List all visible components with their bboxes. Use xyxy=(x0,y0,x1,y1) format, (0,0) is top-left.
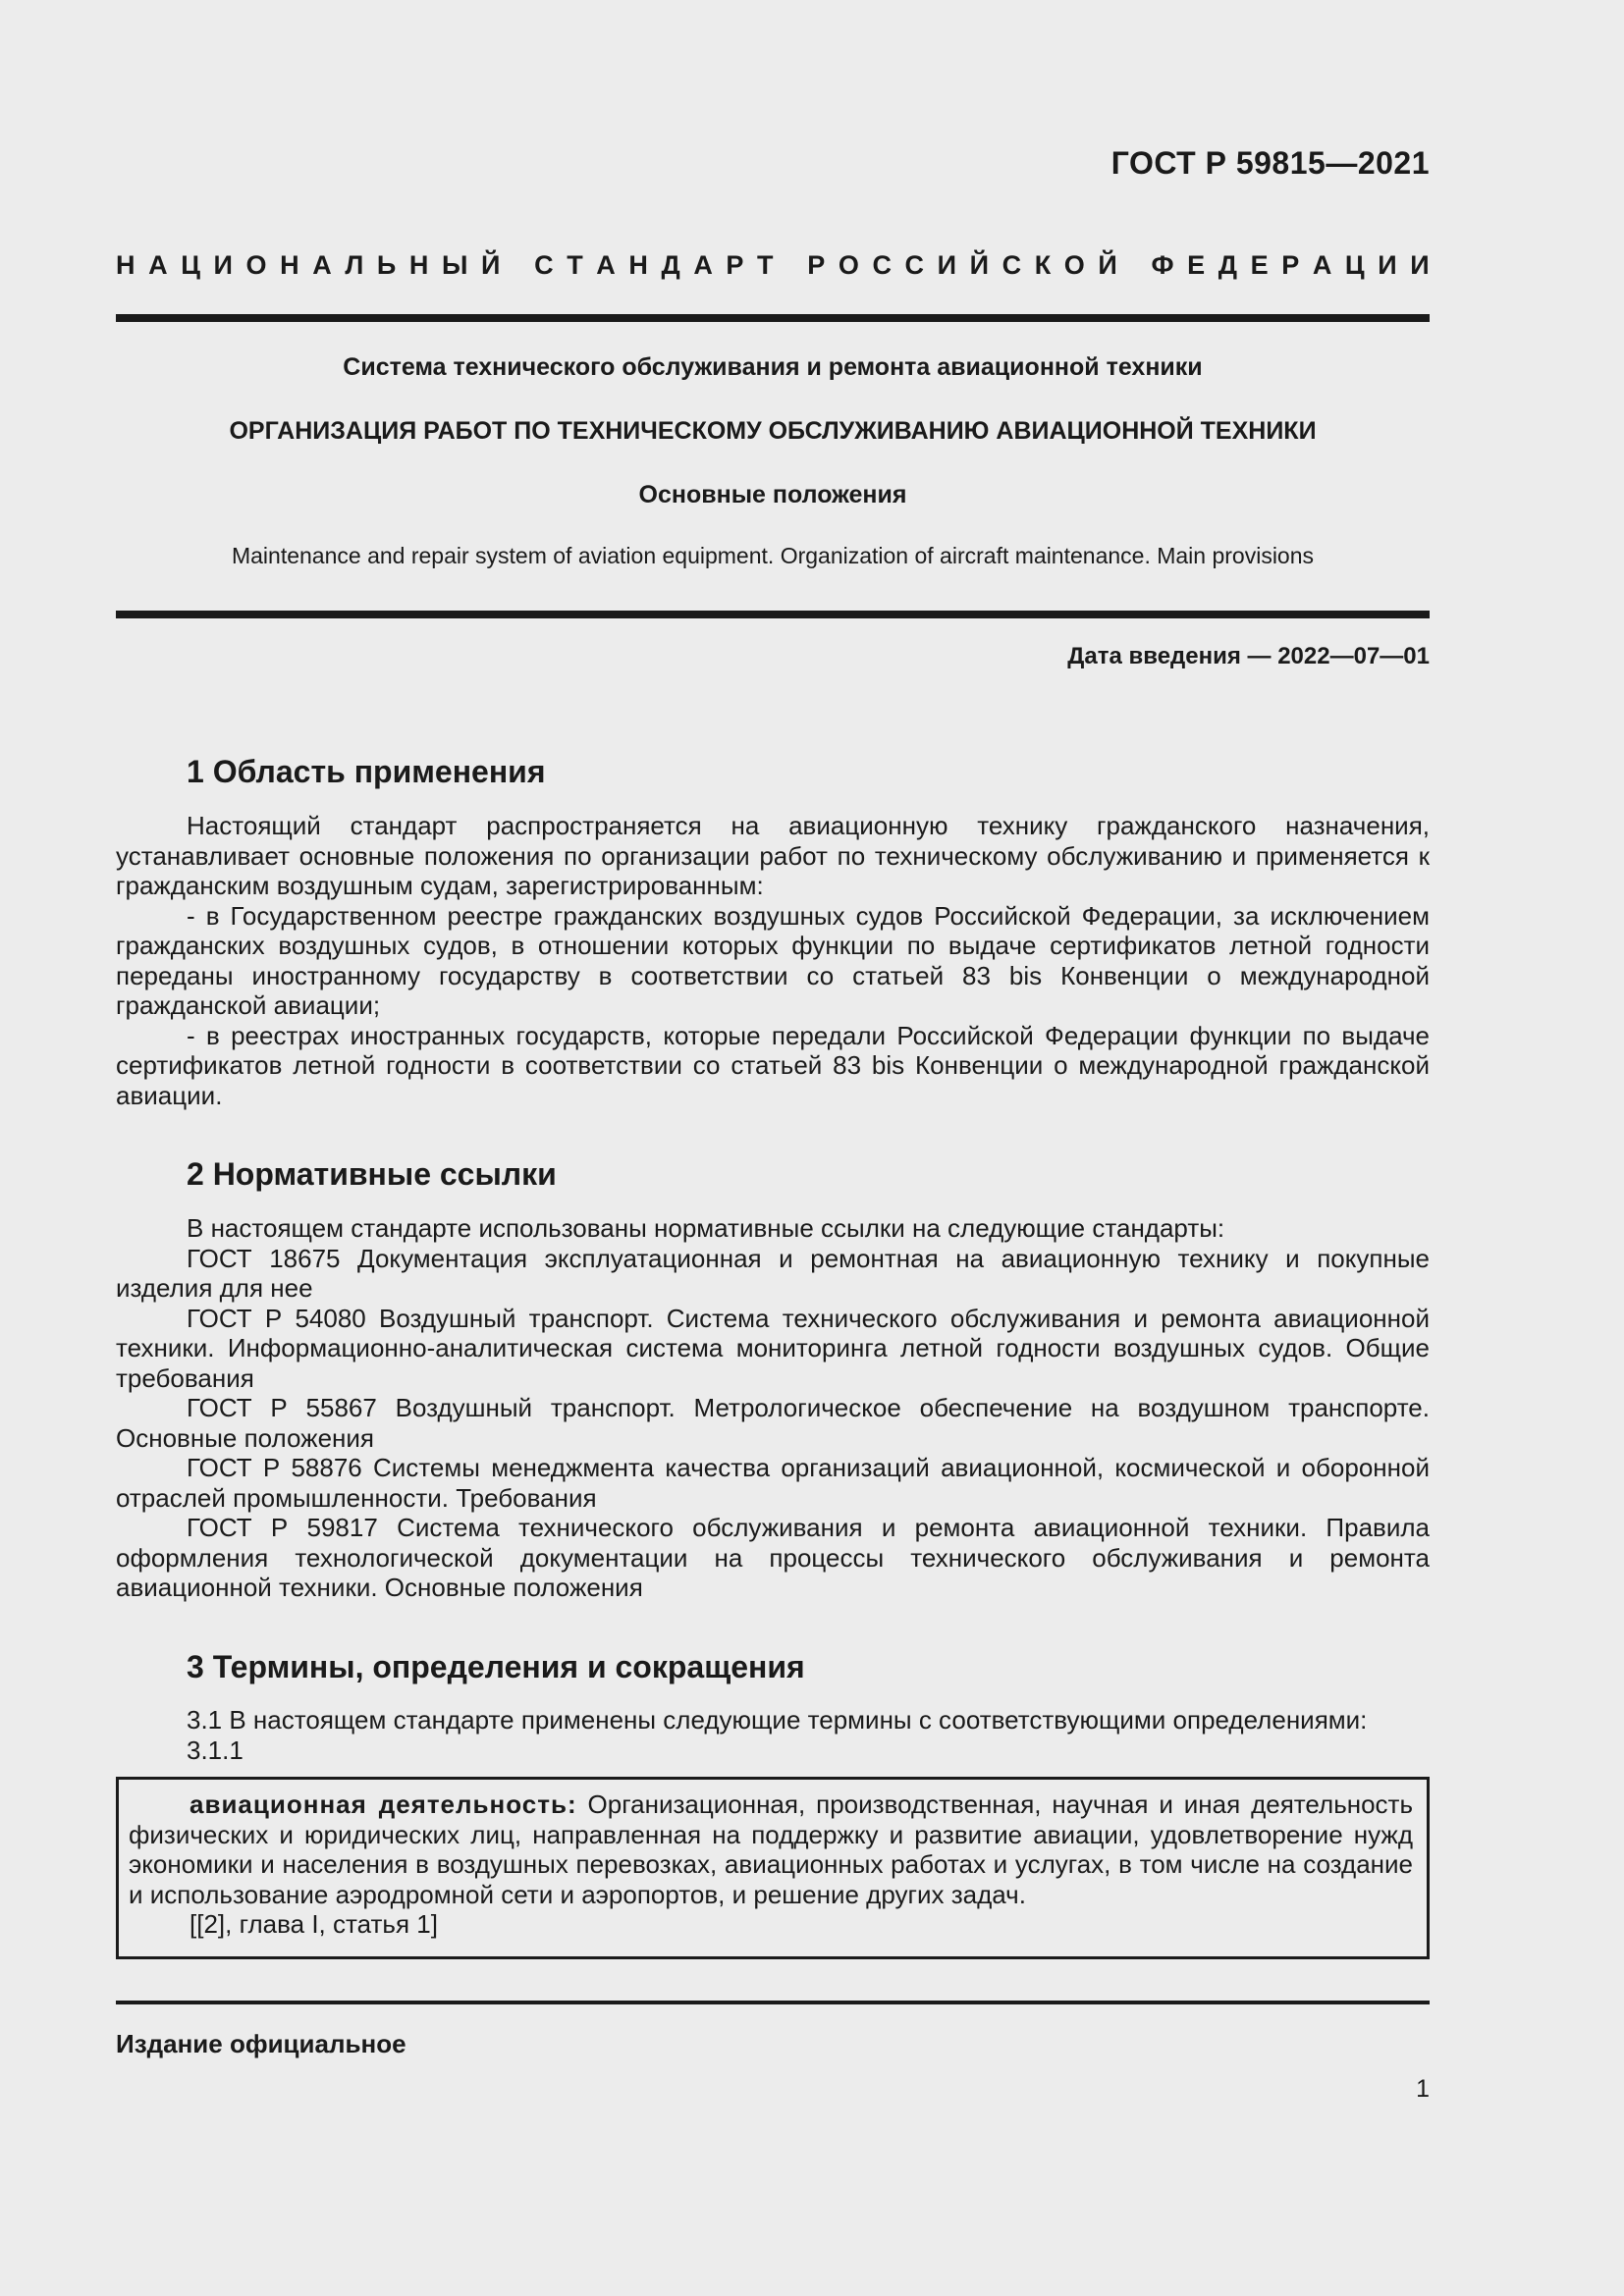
header-letter: О xyxy=(1063,250,1085,280)
definition-source: [[2], глава I, статья 1] xyxy=(189,1909,438,1939)
paragraph: 3.1 В настоящем стандарте применены следующие термины с соответствующими определениями: xyxy=(187,1705,1368,1735)
header-letter: Т xyxy=(757,250,774,280)
section-heading-scope: 1 Область применения xyxy=(187,754,546,789)
section-heading-terms: 3 Термины, определения и сокращения xyxy=(187,1649,805,1684)
header-letter: Е xyxy=(1250,250,1269,280)
header-letter: А xyxy=(312,250,332,280)
reference-item: ГОСТ 18675 Документация эксплуатационная и ремонтная на авиационную технику и покупные изделия для нее xyxy=(116,1243,1430,1303)
introduction-date: Дата введения — 2022—07—01 xyxy=(1067,643,1430,669)
header-letter: Р xyxy=(807,250,826,280)
header-letter: Р xyxy=(1281,250,1300,280)
definition-box xyxy=(116,1777,1430,1959)
definition-text xyxy=(129,1789,1413,1909)
header-letter: К xyxy=(1034,250,1052,280)
header-letter: С xyxy=(1001,250,1022,280)
header-letter: Е xyxy=(1187,250,1206,280)
reference-item: ГОСТ Р 59817 Система технического обслуживания и ремонта авиационной техники. Правила оформления технологической документации на процессы технического обслуживания и ремонта авиационной техники. Основные положения xyxy=(116,1513,1430,1602)
header-letter: Ф xyxy=(1151,250,1174,280)
header-letter: С xyxy=(534,250,554,280)
header-letter: Н xyxy=(408,250,429,280)
paragraph: - в Государственном реестре гражданских воздушных судов Российской Федерации, за исключением гражданских воздушных судов, в отношении которых функции по выдаче сертификатов летной годности переданы иностранному государству в соответствии со статьей 83 bis Конвенции о международной гражданской авиации; xyxy=(116,900,1430,1020)
section-body-scope xyxy=(116,811,1430,1110)
reference-item: ГОСТ Р 55867 Воздушный транспорт. Метрологическое обеспечение на воздушном транспорте. Основные положения xyxy=(116,1393,1430,1453)
header-letter: С xyxy=(904,250,925,280)
section-body-terms xyxy=(116,1705,1430,1765)
header-letter: Т xyxy=(567,250,583,280)
national-standard-header xyxy=(116,250,1430,281)
header-space xyxy=(1130,250,1138,281)
clause-number: 3.1.1 xyxy=(187,1735,244,1765)
main-title: ОРГАНИЗАЦИЯ РАБОТ ПО ТЕХНИЧЕСКОМУ ОБСЛУЖИВАНИЮ АВИАЦИОННОЙ ТЕХНИКИ xyxy=(229,417,1317,445)
header-letter: И xyxy=(937,250,957,280)
header-space xyxy=(786,250,794,281)
header-letter: Л xyxy=(345,250,364,280)
paragraph: В настоящем стандарте использованы нормативные ссылки на следующие стандарты: xyxy=(187,1213,1225,1243)
header-letter: Р xyxy=(726,250,744,280)
header-letter: Н xyxy=(116,250,135,280)
header-letter: С xyxy=(872,250,892,280)
footer-divider xyxy=(116,2001,1430,2004)
document-code: ГОСТ Р 59815—2021 xyxy=(1110,145,1430,181)
header-letter: А xyxy=(596,250,616,280)
title-divider xyxy=(116,611,1430,618)
english-title: Maintenance and repair system of aviation equipment. Organization of aircraft maintenance. Main provisions xyxy=(231,543,1315,568)
paragraph: - в реестрах иностранных государств, которые передали Российской Федерации функции по выдаче сертификатов летной годности в соответствии со статьей 83 bis Конвенции о международной гражданской авиации. xyxy=(116,1020,1430,1110)
header-letter: И xyxy=(1378,250,1397,280)
header-letter: Й xyxy=(969,250,990,280)
header-letter: Н xyxy=(628,250,648,280)
definition-term: авиационная деятельность: xyxy=(189,1789,577,1819)
header-letter: Й xyxy=(1098,250,1117,280)
header-letter: Н xyxy=(280,250,299,280)
sub-title: Основные положения xyxy=(638,481,907,508)
header-letter: Ц xyxy=(181,250,200,280)
system-title: Система технического обслуживания и ремонта авиационной техники xyxy=(343,353,1203,381)
document-page xyxy=(116,0,1430,2296)
header-letter: А xyxy=(1312,250,1332,280)
header-letter: А xyxy=(148,250,168,280)
header-letter: Ы xyxy=(441,250,468,280)
header-letter: О xyxy=(838,250,859,280)
header-letter: Д xyxy=(661,250,680,280)
paragraph: Настоящий стандарт распространяется на авиационную технику гражданского назначения, устанавливает основные положения по организации работ по техническому обслуживанию и применяется к гражданским воздушным судам, зарегистрированным: xyxy=(116,811,1430,900)
page-number: 1 xyxy=(1416,2075,1430,2103)
header-letter: Д xyxy=(1218,250,1238,280)
section-body-normative-references xyxy=(116,1213,1430,1603)
header-letter: Ь xyxy=(376,250,397,280)
header-letter: И xyxy=(213,250,233,280)
header-letter: Й xyxy=(480,250,501,280)
header-letter: О xyxy=(245,250,267,280)
official-edition-label: Издание официальное xyxy=(116,2029,406,2058)
header-letter: И xyxy=(1410,250,1430,280)
reference-item: ГОСТ Р 54080 Воздушный транспорт. Система технического обслуживания и ремонта авиационной техники. Информационно-аналитическая система мониторинга летной годности воздушных судов. Общие требования xyxy=(116,1303,1430,1393)
header-letter: А xyxy=(693,250,713,280)
reference-item: ГОСТ Р 58876 Системы менеджмента качества организаций авиационной, космической и оборонной отраслей промышленности. Требования xyxy=(116,1453,1430,1513)
header-divider xyxy=(116,314,1430,322)
header-letter: Ц xyxy=(1344,250,1365,280)
header-space xyxy=(514,250,521,281)
definition-body: Организационная, производственная, научная и иная деятельность физических и юридических лиц, направленная на поддержку и развитие авиации, удовлетворение нужд экономики и населения в воздушных перевозках, авиационных работах и услугах, в том числе на создание и использование аэродромной сети и аэропортов, и решение других задач. xyxy=(129,1789,1414,1909)
section-heading-normative-references: 2 Нормативные ссылки xyxy=(187,1156,557,1192)
